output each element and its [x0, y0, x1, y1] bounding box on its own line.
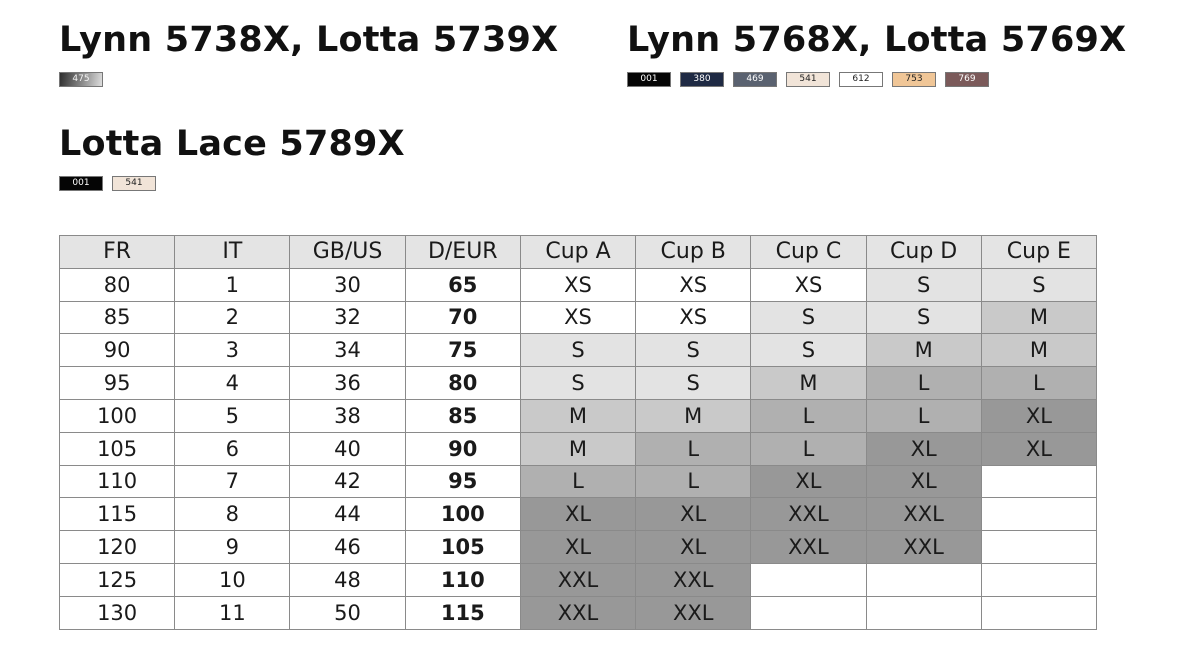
it-size-cell: 3 [175, 334, 290, 367]
it-size-cell: 2 [175, 301, 290, 334]
it-size-cell: 7 [175, 465, 290, 498]
color-swatch: 612 [839, 72, 883, 87]
cup-size-cell: S [866, 301, 981, 334]
color-swatch: 380 [680, 72, 724, 87]
column-header-d-eur: D/EUR [405, 236, 520, 269]
cup-size-cell: S [636, 334, 751, 367]
table-row [60, 563, 1097, 596]
cup-size-cell: M [981, 334, 1096, 367]
cup-size-cell: XL [636, 531, 751, 564]
cup-size-cell: XXL [520, 596, 635, 629]
column-header-gb-us: GB/US [290, 236, 405, 269]
fr-size-cell: 100 [60, 399, 175, 432]
cup-size-cell: XXL [751, 498, 866, 531]
fr-size-cell: 125 [60, 563, 175, 596]
gb-us-size-cell: 36 [290, 367, 405, 400]
product-title-lynn-lotta-576x: Lynn 5768X, Lotta 5769X [627, 20, 1127, 60]
d-eur-size-cell: 100 [405, 498, 520, 531]
swatch-list-lynn-lotta-573x [59, 72, 103, 87]
d-eur-size-cell: 105 [405, 531, 520, 564]
gb-us-size-cell: 42 [290, 465, 405, 498]
it-size-cell: 4 [175, 367, 290, 400]
column-header-cup-e: Cup E [981, 236, 1096, 269]
product-title-lotta-lace: Lotta Lace 5789X [59, 124, 405, 164]
table-row [60, 399, 1097, 432]
cup-size-cell [981, 531, 1096, 564]
fr-size-cell: 80 [60, 268, 175, 301]
cup-size-cell: L [981, 367, 1096, 400]
fr-size-cell: 130 [60, 596, 175, 629]
column-header-cup-d: Cup D [866, 236, 981, 269]
cup-size-cell: L [751, 399, 866, 432]
d-eur-size-cell: 65 [405, 268, 520, 301]
gb-us-size-cell: 46 [290, 531, 405, 564]
cup-size-cell: L [520, 465, 635, 498]
table-row [60, 367, 1097, 400]
column-header-cup-b: Cup B [636, 236, 751, 269]
cup-size-cell [981, 596, 1096, 629]
d-eur-size-cell: 115 [405, 596, 520, 629]
color-swatch: 541 [786, 72, 830, 87]
color-swatch: 469 [733, 72, 777, 87]
fr-size-cell: 115 [60, 498, 175, 531]
cup-size-cell: S [866, 268, 981, 301]
cup-size-cell: M [981, 301, 1096, 334]
cup-size-cell: XL [751, 465, 866, 498]
cup-size-cell [981, 498, 1096, 531]
cup-size-cell: M [520, 432, 635, 465]
gb-us-size-cell: 38 [290, 399, 405, 432]
color-swatch: 753 [892, 72, 936, 87]
fr-size-cell: 105 [60, 432, 175, 465]
table-row [60, 498, 1097, 531]
swatch-list-lynn-lotta-576x [627, 72, 989, 87]
color-swatch: 541 [112, 176, 156, 191]
gb-us-size-cell: 32 [290, 301, 405, 334]
fr-size-cell: 95 [60, 367, 175, 400]
it-size-cell: 1 [175, 268, 290, 301]
gb-us-size-cell: 48 [290, 563, 405, 596]
it-size-cell: 5 [175, 399, 290, 432]
d-eur-size-cell: 110 [405, 563, 520, 596]
cup-size-cell [751, 563, 866, 596]
it-size-cell: 10 [175, 563, 290, 596]
color-swatch: 001 [627, 72, 671, 87]
table-row [60, 531, 1097, 564]
cup-size-cell: XXL [636, 563, 751, 596]
cup-size-cell: S [636, 367, 751, 400]
d-eur-size-cell: 95 [405, 465, 520, 498]
cup-size-cell: XL [866, 432, 981, 465]
color-swatch: 001 [59, 176, 103, 191]
size-chart-table [59, 235, 1097, 630]
it-size-cell: 9 [175, 531, 290, 564]
it-size-cell: 6 [175, 432, 290, 465]
table-row [60, 596, 1097, 629]
gb-us-size-cell: 50 [290, 596, 405, 629]
cup-size-cell: S [751, 301, 866, 334]
cup-size-cell: XL [981, 399, 1096, 432]
gb-us-size-cell: 34 [290, 334, 405, 367]
it-size-cell: 11 [175, 596, 290, 629]
cup-size-cell: XS [636, 268, 751, 301]
cup-size-cell: XS [751, 268, 866, 301]
table-row [60, 432, 1097, 465]
cup-size-cell: M [866, 334, 981, 367]
cup-size-cell: XL [636, 498, 751, 531]
d-eur-size-cell: 75 [405, 334, 520, 367]
cup-size-cell: L [751, 432, 866, 465]
cup-size-cell [866, 563, 981, 596]
cup-size-cell: S [981, 268, 1096, 301]
cup-size-cell: XL [981, 432, 1096, 465]
table-row [60, 301, 1097, 334]
d-eur-size-cell: 85 [405, 399, 520, 432]
column-header-cup-c: Cup C [751, 236, 866, 269]
cup-size-cell: XXL [866, 498, 981, 531]
cup-size-cell: XXL [520, 563, 635, 596]
cup-size-cell: M [751, 367, 866, 400]
fr-size-cell: 120 [60, 531, 175, 564]
table-row [60, 268, 1097, 301]
cup-size-cell: L [866, 367, 981, 400]
cup-size-cell: XXL [636, 596, 751, 629]
cup-size-cell: XL [520, 498, 635, 531]
cup-size-cell: S [751, 334, 866, 367]
color-swatch: 475 [59, 72, 103, 87]
gb-us-size-cell: 30 [290, 268, 405, 301]
cup-size-cell: XS [520, 301, 635, 334]
cup-size-cell [981, 465, 1096, 498]
column-header-it: IT [175, 236, 290, 269]
cup-size-cell: S [520, 367, 635, 400]
cup-size-cell: XL [866, 465, 981, 498]
d-eur-size-cell: 90 [405, 432, 520, 465]
column-header-cup-a: Cup A [520, 236, 635, 269]
cup-size-cell: L [636, 465, 751, 498]
fr-size-cell: 85 [60, 301, 175, 334]
gb-us-size-cell: 44 [290, 498, 405, 531]
cup-size-cell: XS [520, 268, 635, 301]
fr-size-cell: 90 [60, 334, 175, 367]
d-eur-size-cell: 80 [405, 367, 520, 400]
cup-size-cell: S [520, 334, 635, 367]
fr-size-cell: 110 [60, 465, 175, 498]
cup-size-cell [981, 563, 1096, 596]
table-row [60, 465, 1097, 498]
cup-size-cell: XL [520, 531, 635, 564]
cup-size-cell: M [636, 399, 751, 432]
table-row [60, 334, 1097, 367]
it-size-cell: 8 [175, 498, 290, 531]
gb-us-size-cell: 40 [290, 432, 405, 465]
table-header-row [60, 236, 1097, 269]
cup-size-cell [866, 596, 981, 629]
cup-size-cell [751, 596, 866, 629]
cup-size-cell: XXL [866, 531, 981, 564]
swatch-list-lotta-lace [59, 176, 156, 191]
column-header-fr: FR [60, 236, 175, 269]
cup-size-cell: L [636, 432, 751, 465]
product-title-lynn-lotta-573x: Lynn 5738X, Lotta 5739X [59, 20, 559, 60]
cup-size-cell: XXL [751, 531, 866, 564]
d-eur-size-cell: 70 [405, 301, 520, 334]
cup-size-cell: M [520, 399, 635, 432]
color-swatch: 769 [945, 72, 989, 87]
cup-size-cell: XS [636, 301, 751, 334]
cup-size-cell: L [866, 399, 981, 432]
